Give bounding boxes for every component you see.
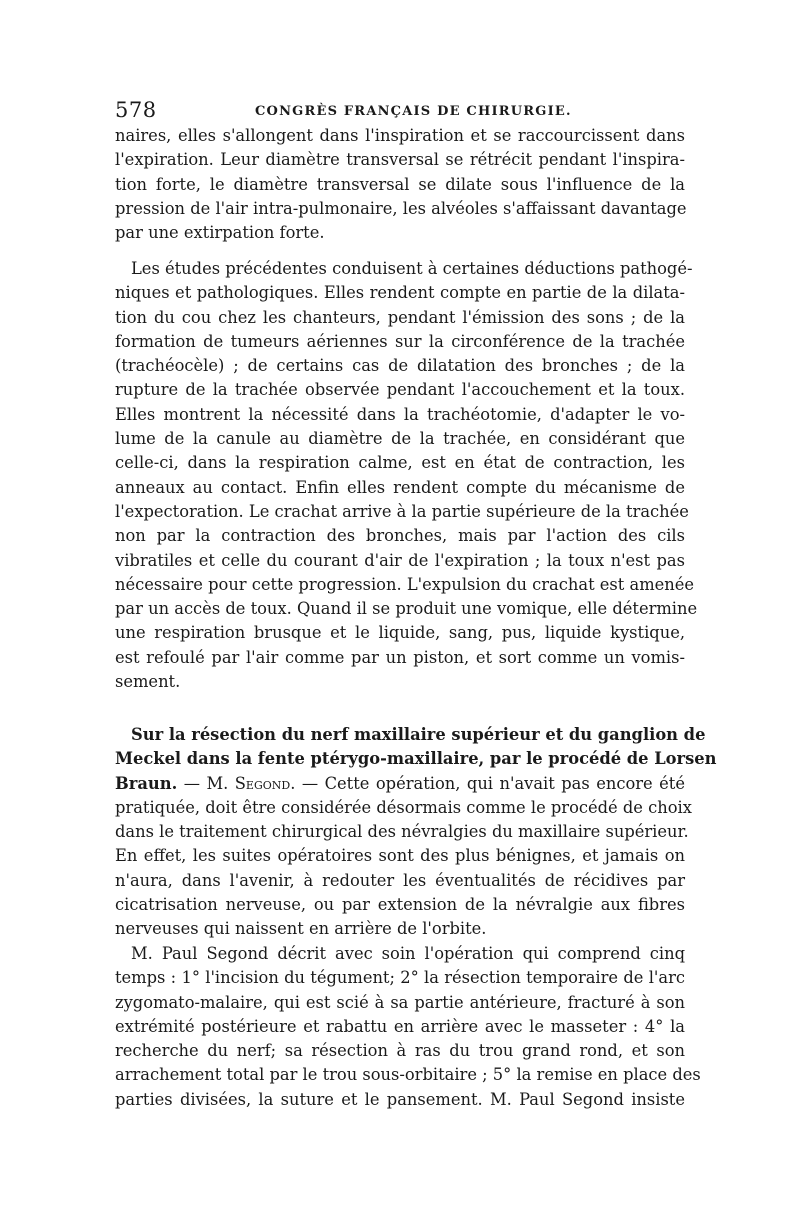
text-line: pression de l'air intra-pulmonaire, les alvéoles s'affaissant davantage [115,198,687,218]
text-line: Les études précédentes conduisent à certaines déductions pathogé- [131,259,693,278]
text-line: l'expiration. Leur diamètre transversal se rétrécit pendant l'inspira- [115,150,685,170]
text-line: non par la contraction des bronches, mais par l'action des cils [115,526,685,546]
text-line: temps : 1° l'incision du tégument; 2° la résection temporaire de l'arc [115,968,685,988]
running-title: CONGRÈS FRANÇAIS DE CHIRURGIE. [255,104,572,119]
text-line: tion forte, le diamètre transversal se dilate sous l'influence de la [115,174,685,194]
text-line: est refoulé par l'air comme par un piston, et sort comme un vomis- [115,647,685,667]
text-line: extrémité postérieure et rabattu en arrière avec le masseter : 4° la [115,1016,685,1036]
text-line: Elles montrent la nécessité dans la trachéotomie, d'adapter le vo- [115,404,685,424]
text-line: lume de la canule au diamètre de la trachée, en considérant que [115,429,685,449]
paragraph-operation [115,942,701,1112]
text-line: dans le traitement chirurgical des névralgies du maxillaire supérieur. [115,822,689,842]
text-line: celle-ci, dans la respiration calme, est en état de contraction, les [115,453,685,473]
text-line: sement. [115,672,181,692]
text-line: nécessaire pour cette progression. L'expulsion du crachat est amenée [115,574,695,594]
text-line: n'aura, dans l'avenir, à redouter les éventualités de récidives par [115,870,685,890]
text-line: niques et pathologiques. Elles rendent compte en partie de la dilata- [115,283,685,303]
running-header [115,98,685,124]
text-line: parties divisées, la suture et le pansement. M. Paul Segond insiste [115,1089,685,1109]
text-line: formation de tumeurs aériennes sur la circonférence de la trachée [115,331,685,351]
author-name: Segond. [234,773,296,793]
text-line: pratiquée, doit être considérée désormais comme le procédé de choix [115,797,692,817]
paragraph-deductions [115,257,698,694]
text-line: par une extirpation forte. [115,223,325,243]
page-number: 578 [115,98,157,122]
text-line: par un accès de toux. Quand il se produit une vomique, elle détermine [115,599,698,619]
author-dash: — M. [183,773,229,793]
text-line: l'expectoration. Le crachat arrive à la partie supérieure de la trachée [115,501,689,521]
section-title: Meckel dans la fente ptérygo-maxillaire, par le procédé de Lorsen [115,749,717,769]
section-title-end: Braun. [115,773,178,793]
text-line: rupture de la trachée observée pendant l'accouchement et la toux. [115,380,685,400]
text-line: nerveuses qui naissent en arrière de l'orbite. [115,919,487,939]
text-line: arrachement total par le trou sous-orbitaire ; 5° la remise en place des [115,1065,701,1085]
text-line: anneaux au contact. Enfin elles rendent compte du mécanisme de [115,477,685,497]
text-line: zygomato-malaire, qui est scié à sa partie antérieure, fracturé à son [115,992,685,1012]
section-title: Sur la résection du nerf maxillaire supérieur et du ganglion de [131,725,706,744]
section-resection [115,723,717,942]
paragraph-continued [115,124,685,245]
text-line: tion du cou chez les chanteurs, pendant l'émission des sons ; de la [115,307,685,327]
text-line: vibratiles et celle du courant d'air de l'expiration ; la toux n'est pas [115,550,685,570]
text-line: une respiration brusque et le liquide, sang, pus, liquide kystique, [115,623,685,643]
text-line: (trachéocèle) ; de certains cas de dilatation des bronches ; de la [115,356,685,376]
section-lead-line [115,772,685,796]
text-line: naires, elles s'allongent dans l'inspiration et se raccourcissent dans [115,126,685,145]
text-line: recherche du nerf; sa résection à ras du trou grand rond, et son [115,1041,685,1061]
text-line: cicatrisation nerveuse, ou par extension de la névralgie aux fibres [115,895,685,915]
text-line: En effet, les suites opératoires sont des plus bénignes, et jamais on [115,846,685,866]
text-fragment: — Cette opération, qui n'avait pas encore été [301,773,685,793]
text-line: M. Paul Segond décrit avec soin l'opération qui comprend cinq [131,944,685,963]
